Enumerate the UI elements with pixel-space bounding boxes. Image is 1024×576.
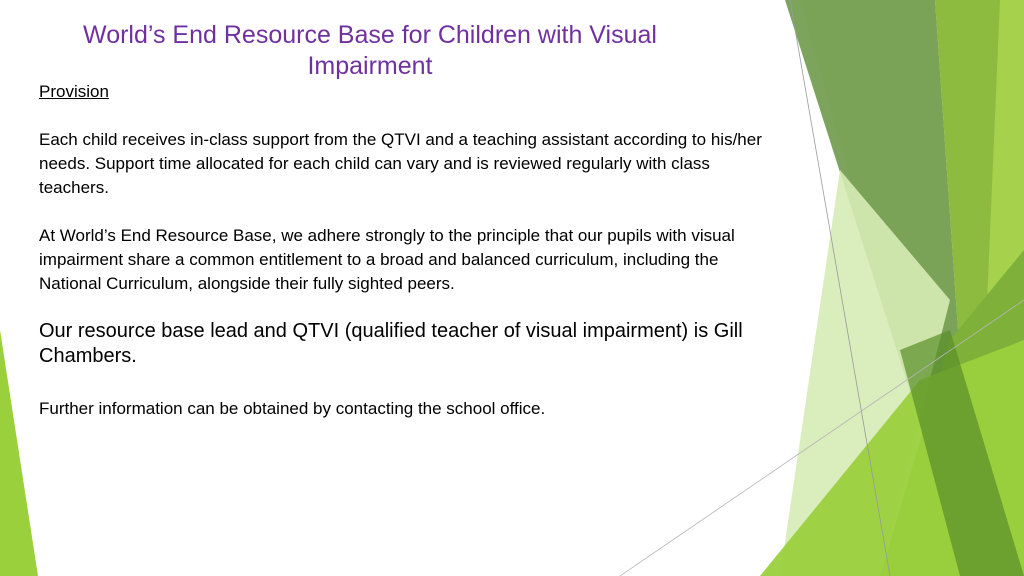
slide-title: World’s End Resource Base for Children with Visual Impairment <box>83 21 657 80</box>
section-heading-provision: Provision <box>39 82 109 101</box>
paragraph-support: Each child receives in-class support from the QTVI and a teaching assistant according to his/her needs. Support time allocated for each child can vary and is reviewed regularly with class teachers. <box>39 130 762 197</box>
paragraph-lead-teacher: Our resource base lead and QTVI (qualified teacher of visual impairment) is Gill Chambers. <box>39 320 743 367</box>
left-green-sliver <box>0 330 38 576</box>
paragraph-further-info: Further information can be obtained by contacting the school office. <box>39 399 546 418</box>
paragraph-entitlement: At World’s End Resource Base, we adhere strongly to the principle that our pupils with visual impairment share a common entitlement to a broad and balanced curriculum, including the National Curriculum, alongside their fully sighted peers. <box>39 226 735 293</box>
